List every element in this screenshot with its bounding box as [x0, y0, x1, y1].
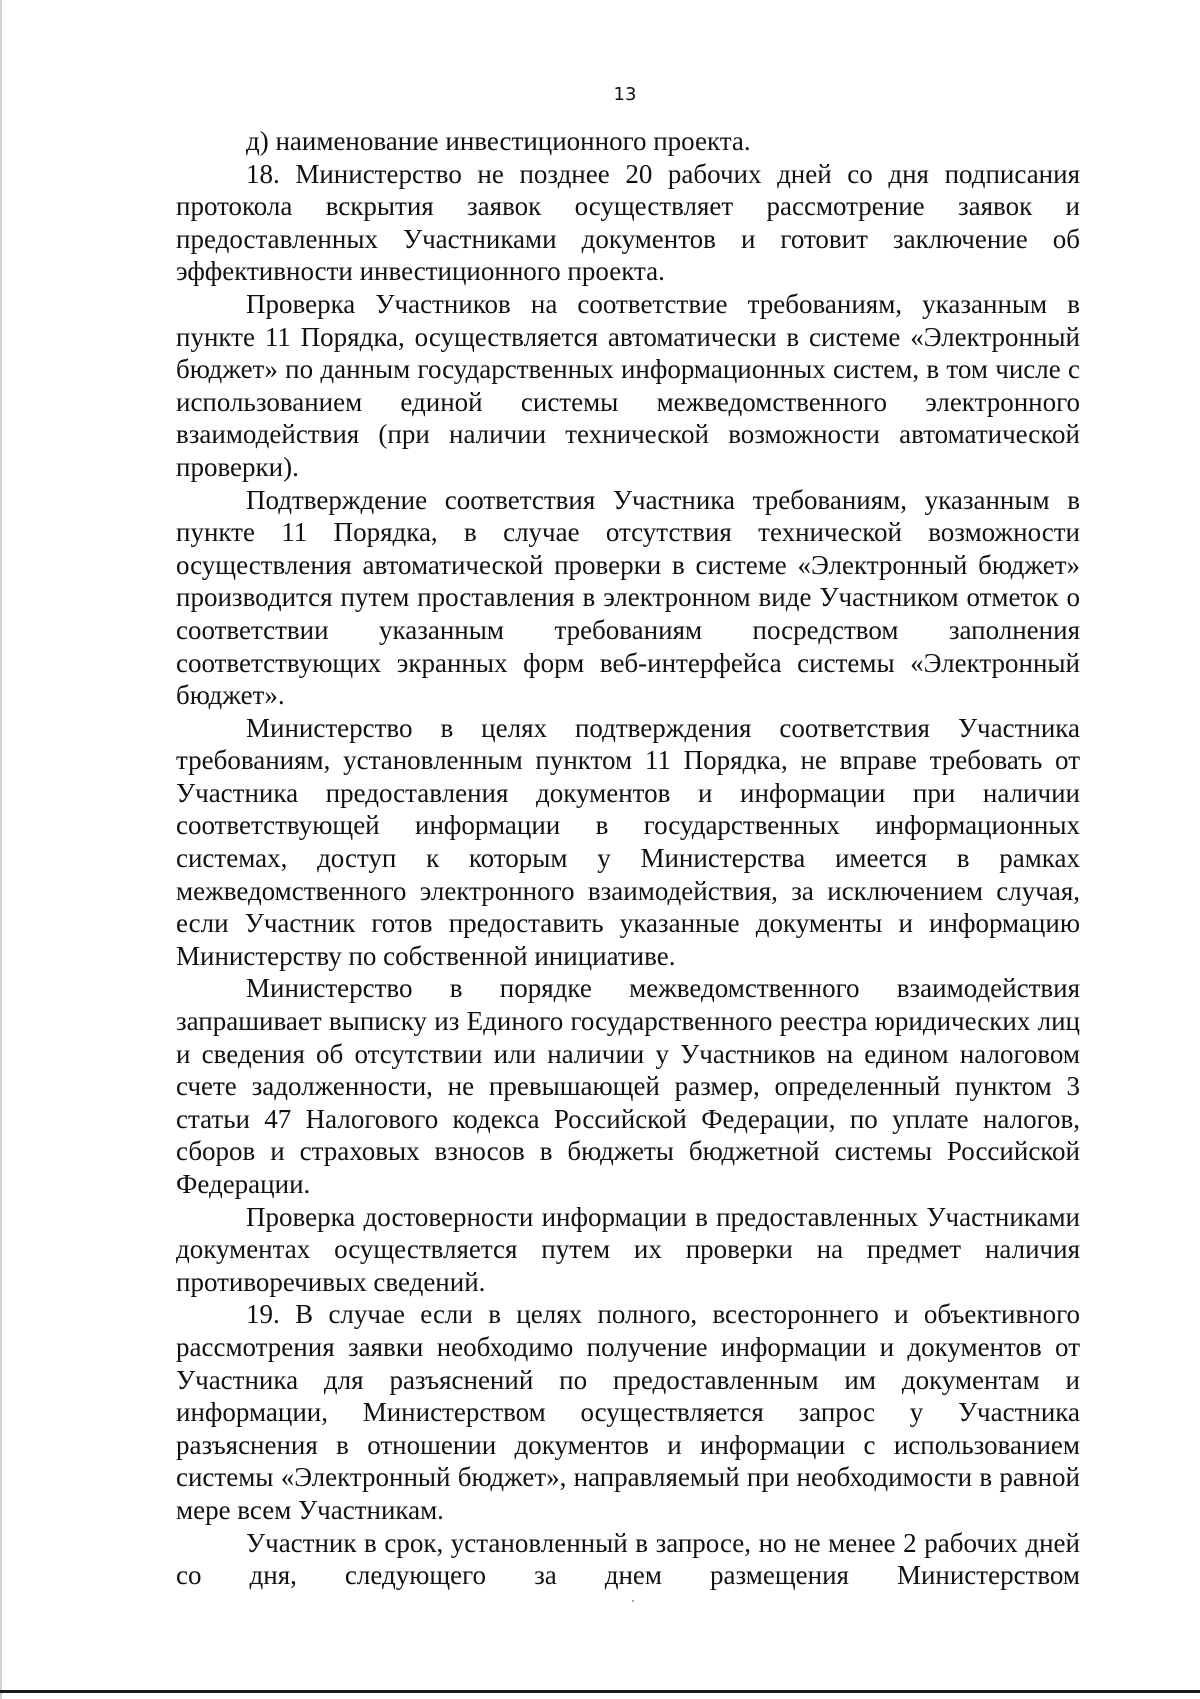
- paragraph-compliance-confirmation: Подтверждение соответствия Участника требованиям, указанным в пункте 11 Порядка, в случае отсутствия технической возможности осуществления автоматической проверки в системе «Электронный бюджет» производится путем проставления в электронном виде Участником отметок о соответствии указанным требованиям посредством заполнения соответствующих экранных форм веб-интерфейса системы «Электронный бюджет».: [176, 484, 1080, 711]
- scan-left-edge: [0, 0, 2, 1699]
- document-body: [176, 125, 1080, 1592]
- scan-bottom-edge: [0, 1690, 1200, 1693]
- paragraph-clause-18: 18. Министерство не позднее 20 рабочих дней со дня подписания протокола вскрытия заявок осуществляет рассмотрение заявок и предоставленных Участниками документов и готовит заключение об эффективности инвестиционного проекта.: [176, 158, 1080, 287]
- paragraph-item-d: д) наименование инвестиционного проекта.: [246, 126, 751, 156]
- paragraph-reliability-check: Проверка достоверности информации в предоставленных Участниками документах осуществляется путем их проверки на предмет наличия противоречивых сведений.: [176, 1201, 1080, 1297]
- paragraph-interagency-request: Министерство в порядке межведомственного взаимодействия запрашивает выписку из Единого государственного реестра юридических лиц и сведения об отсутствии или наличии у Участников на едином налоговом счете задолженности, не превышающей размер, определенный пунктом 3 статьи 47 Налогового кодекса Российской Федерации, по уплате налогов, сборов и страховых взносов в бюджеты бюджетной системы Российской Федерации.: [176, 973, 1080, 1199]
- paragraph-clause-19: 19. В случае если в целях полного, всестороннего и объективного рассмотрения заявки необходимо получение информации и документов от Участника для разъяснений по предоставленным им документам и информации, Министерством осуществляется запрос у Участника разъяснения в отношении документов и информации с использованием системы «Электронный бюджет», направляемый при необходимости в равной мере всем Участникам.: [176, 1299, 1080, 1525]
- paragraph-participant-deadline: Участник в срок, установленный в запросе, но не менее 2 рабочих дней со дня, следующего за днем размещения Министерством: [176, 1527, 1080, 1591]
- paragraph-ministry-documents: Министерство в целях подтверждения соответствия Участника требованиям, установленным пунктом 11 Порядка, не вправе требовать от Участника предоставления документов и информации при наличии соответствующей информации в государственных информационных системах, доступ к которым у Министерства имеется в рамках межведомственного электронного взаимодействия, за исключением случая, если Участник готов предоставить указанные документы и информацию Министерству по собственной инициативе.: [176, 712, 1080, 971]
- paragraph-participant-check: Проверка Участников на соответствие требованиям, указанным в пункте 11 Порядка, осуществляется автоматически в системе «Электронный бюджет» по данным государственных информационных систем, в том числе с использованием единой системы межведомственного электронного взаимодействия (при наличии технической возможности автоматической проверки).: [176, 288, 1080, 482]
- page-number: 13: [613, 84, 637, 105]
- scan-speck: [632, 1600, 634, 1602]
